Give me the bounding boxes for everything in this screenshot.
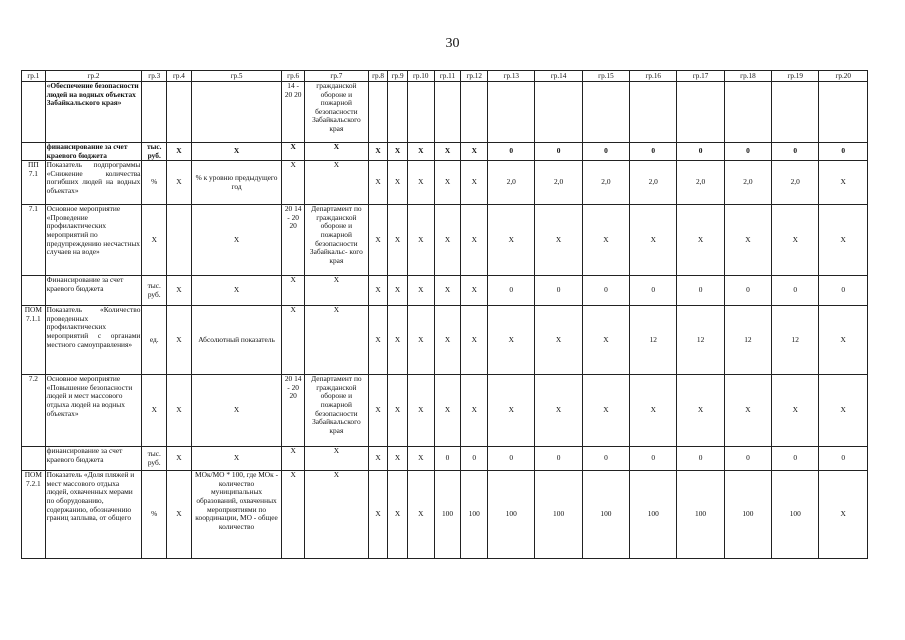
table-row [22,82,868,143]
method-cell [191,82,282,143]
value-cell-gr17: 0 [677,276,724,306]
period-cell: 14 - 20 20 [282,82,305,143]
header-cell: гр.12 [461,71,488,82]
table-row [22,447,868,471]
value-cell-gr18: 12 [724,306,771,375]
value-cell-gr19 [772,82,819,143]
row-name-cell: финансирование за счет краевого бюджета [45,447,142,471]
value-cell-gr17: 0 [677,143,724,161]
value-cell-gr19: 12 [772,306,819,375]
row-code-cell: ПОМ 7.1.1 [22,306,46,375]
value-cell-gr11: X [434,161,461,205]
row-code-cell: 7.2 [22,375,46,447]
value-cell-gr16: 2,0 [630,161,677,205]
value-cell-gr8: X [368,375,388,447]
value-cell-gr18 [724,82,771,143]
table-row [22,276,868,306]
value-cell-gr16: 0 [630,143,677,161]
executor-cell: Департамент по гражданской обороне и пожарной безопасности Забайкальского края [304,375,368,447]
header-cell: гр.6 [282,71,305,82]
method-cell: X [191,143,282,161]
value-cell-gr10 [407,82,434,143]
row-name-cell: Основное мероприятие «Проведение профилактических мероприятий по предупреждению несчастных случаев на воде» [45,205,142,276]
value-cell-gr18: 0 [724,447,771,471]
value-cell-gr18: 0 [724,143,771,161]
header-cell: гр.4 [167,71,192,82]
header-cell: гр.9 [388,71,408,82]
value-cell-gr16 [630,82,677,143]
unit-cell: % [142,471,167,559]
gr4-cell: X [167,276,192,306]
value-cell-gr18: X [724,375,771,447]
value-cell-gr12: X [461,205,488,276]
value-cell-gr12: X [461,306,488,375]
value-cell-gr9: X [388,276,408,306]
value-cell-gr10: X [407,205,434,276]
value-cell-gr12: 0 [461,447,488,471]
value-cell-gr8: X [368,276,388,306]
row-name-cell: Финансирование за счет краевого бюджета [45,276,142,306]
period-cell: X [282,306,305,375]
value-cell-gr9: X [388,447,408,471]
value-cell-gr15: 2,0 [582,161,629,205]
value-cell-gr9: X [388,143,408,161]
executor-cell: X [304,471,368,559]
value-cell-gr20: X [819,306,868,375]
table-row [22,375,868,447]
method-cell: % к уровню предыдущего год [191,161,282,205]
row-code-cell: 7.1 [22,205,46,276]
value-cell-gr19: X [772,205,819,276]
header-cell: гр.1 [22,71,46,82]
value-cell-gr16: 0 [630,447,677,471]
header-cell: гр.7 [304,71,368,82]
value-cell-gr17 [677,82,724,143]
value-cell-gr11: 0 [434,447,461,471]
unit-cell: X [142,205,167,276]
value-cell-gr8: X [368,143,388,161]
table-row [22,143,868,161]
row-name-cell: Показатель «Количество проведенных профилактических мероприятий с органами местного самоуправления» [45,306,142,375]
indicators-table [21,70,868,559]
value-cell-gr8: X [368,471,388,559]
value-cell-gr10: X [407,447,434,471]
value-cell-gr15 [582,82,629,143]
value-cell-gr11: X [434,143,461,161]
value-cell-gr13: X [488,306,535,375]
value-cell-gr10: X [407,276,434,306]
value-cell-gr14: 0 [535,276,582,306]
value-cell-gr14: 0 [535,143,582,161]
value-cell-gr10: X [407,306,434,375]
value-cell-gr13: 100 [488,471,535,559]
value-cell-gr9: X [388,306,408,375]
value-cell-gr12: X [461,143,488,161]
value-cell-gr20: 0 [819,276,868,306]
header-cell: гр.2 [45,71,142,82]
header-cell: гр.20 [819,71,868,82]
value-cell-gr11: 100 [434,471,461,559]
row-code-cell [22,143,46,161]
value-cell-gr13 [488,82,535,143]
value-cell-gr20: 0 [819,447,868,471]
table-row [22,161,868,205]
executor-cell: гражданской обороне и пожарной безопасности Забайкальского края [304,82,368,143]
value-cell-gr17: X [677,205,724,276]
method-cell: X [191,375,282,447]
value-cell-gr20 [819,82,868,143]
value-cell-gr12: X [461,161,488,205]
value-cell-gr16: 12 [630,306,677,375]
period-cell: X [282,161,305,205]
value-cell-gr19: 0 [772,143,819,161]
row-code-cell [22,447,46,471]
value-cell-gr20: X [819,375,868,447]
value-cell-gr17: 12 [677,306,724,375]
value-cell-gr13: 0 [488,143,535,161]
value-cell-gr17: X [677,375,724,447]
value-cell-gr20: X [819,161,868,205]
value-cell-gr8: X [368,447,388,471]
row-code-cell: ПП 7.1 [22,161,46,205]
value-cell-gr20: 0 [819,143,868,161]
value-cell-gr8 [368,82,388,143]
value-cell-gr9: X [388,205,408,276]
value-cell-gr11 [434,82,461,143]
unit-cell: % [142,161,167,205]
value-cell-gr10: X [407,143,434,161]
value-cell-gr8: X [368,306,388,375]
header-cell: гр.10 [407,71,434,82]
value-cell-gr17: 100 [677,471,724,559]
table-row [22,471,868,559]
value-cell-gr14: X [535,205,582,276]
row-code-cell [22,82,46,143]
header-cell: гр.18 [724,71,771,82]
header-cell: гр.15 [582,71,629,82]
value-cell-gr12: 100 [461,471,488,559]
value-cell-gr18: 100 [724,471,771,559]
value-cell-gr13: 2,0 [488,161,535,205]
gr4-cell [167,205,192,276]
row-name-cell: Показатель «Доля пляжей и мест массового отдыха людей, охваченных мерами по оборудованию, содержанию, обозначению границ заплыва, от общего [45,471,142,559]
value-cell-gr15: X [582,375,629,447]
unit-cell: тыс. руб. [142,447,167,471]
value-cell-gr14: 2,0 [535,161,582,205]
value-cell-gr11: X [434,205,461,276]
value-cell-gr14: 0 [535,447,582,471]
value-cell-gr8: X [368,161,388,205]
value-cell-gr11: X [434,276,461,306]
value-cell-gr15: X [582,306,629,375]
method-cell: МОк/МО * 100, где МОк - количество муниципальных образований, охваченных мероприятиями по координации, МО - общее количество [191,471,282,559]
method-cell: X [191,205,282,276]
value-cell-gr19: 0 [772,276,819,306]
unit-cell: тыс. руб. [142,143,167,161]
method-cell: X [191,447,282,471]
page-number: 30 [445,36,460,51]
value-cell-gr15: 0 [582,143,629,161]
table-row [22,205,868,276]
value-cell-gr19: X [772,375,819,447]
header-cell: гр.14 [535,71,582,82]
value-cell-gr18: 0 [724,276,771,306]
gr4-cell: X [167,471,192,559]
value-cell-gr13: X [488,205,535,276]
row-code-cell [22,276,46,306]
gr4-cell: X [167,143,192,161]
value-cell-gr17: 2,0 [677,161,724,205]
value-cell-gr15: 0 [582,447,629,471]
header-cell: гр.16 [630,71,677,82]
unit-cell [142,82,167,143]
header-row [22,71,868,82]
value-cell-gr9: X [388,375,408,447]
header-cell: гр.5 [191,71,282,82]
gr4-cell: X [167,447,192,471]
header-cell: гр.19 [772,71,819,82]
gr4-cell: X [167,375,192,447]
value-cell-gr9: X [388,161,408,205]
executor-cell: Департамент по гражданской обороне и пожарной безопасности Забайкальс- кого края [304,205,368,276]
value-cell-gr14: 100 [535,471,582,559]
method-cell: Абсолютный показатель [191,306,282,375]
value-cell-gr12: X [461,375,488,447]
value-cell-gr20: X [819,205,868,276]
unit-cell: X [142,375,167,447]
value-cell-gr13: 0 [488,276,535,306]
row-name-cell: Основное мероприятие «Повышение безопасности людей и мест массового отдыха людей на водных объектах» [45,375,142,447]
value-cell-gr19: 0 [772,447,819,471]
executor-cell: X [304,447,368,471]
row-name-cell: «Обеспечение безопасности людей на водных объектах Забайкальского края» [45,82,142,143]
value-cell-gr13: X [488,375,535,447]
value-cell-gr16: X [630,375,677,447]
value-cell-gr18: X [724,205,771,276]
value-cell-gr16: 0 [630,276,677,306]
period-cell: X [282,143,305,161]
method-cell: X [191,276,282,306]
value-cell-gr16: X [630,205,677,276]
header-cell: гр.11 [434,71,461,82]
header-cell: гр.13 [488,71,535,82]
value-cell-gr10: X [407,471,434,559]
row-name-cell: финансирование за счет краевого бюджета [45,143,142,161]
period-cell: X [282,276,305,306]
value-cell-gr15: X [582,205,629,276]
value-cell-gr9: X [388,471,408,559]
period-cell: X [282,471,305,559]
value-cell-gr11: X [434,375,461,447]
executor-cell: X [304,161,368,205]
value-cell-gr8: X [368,205,388,276]
table-row [22,306,868,375]
row-name-cell: Показатель подпрограммы «Снижение количества погибших людей на водных объектах» [45,161,142,205]
value-cell-gr13: 0 [488,447,535,471]
value-cell-gr17: 0 [677,447,724,471]
value-cell-gr20: X [819,471,868,559]
value-cell-gr11: X [434,306,461,375]
period-cell: 20 14 - 20 20 [282,375,305,447]
value-cell-gr14 [535,82,582,143]
value-cell-gr19: 2,0 [772,161,819,205]
value-cell-gr15: 0 [582,276,629,306]
gr4-cell: X [167,161,192,205]
value-cell-gr14: X [535,375,582,447]
value-cell-gr12 [461,82,488,143]
header-cell: гр.17 [677,71,724,82]
row-code-cell: ПОМ 7.2.1 [22,471,46,559]
value-cell-gr9 [388,82,408,143]
period-cell: X [282,447,305,471]
gr4-cell: X [167,306,192,375]
period-cell: 20 14 - 20 20 [282,205,305,276]
value-cell-gr10: X [407,161,434,205]
value-cell-gr12: X [461,276,488,306]
value-cell-gr19: 100 [772,471,819,559]
gr4-cell [167,82,192,143]
value-cell-gr14: X [535,306,582,375]
value-cell-gr18: 2,0 [724,161,771,205]
value-cell-gr16: 100 [630,471,677,559]
header-cell: гр.8 [368,71,388,82]
header-cell: гр.3 [142,71,167,82]
executor-cell: X [304,143,368,161]
executor-cell: X [304,276,368,306]
value-cell-gr15: 100 [582,471,629,559]
value-cell-gr10: X [407,375,434,447]
unit-cell: тыс. руб. [142,276,167,306]
unit-cell: ед. [142,306,167,375]
executor-cell: X [304,306,368,375]
